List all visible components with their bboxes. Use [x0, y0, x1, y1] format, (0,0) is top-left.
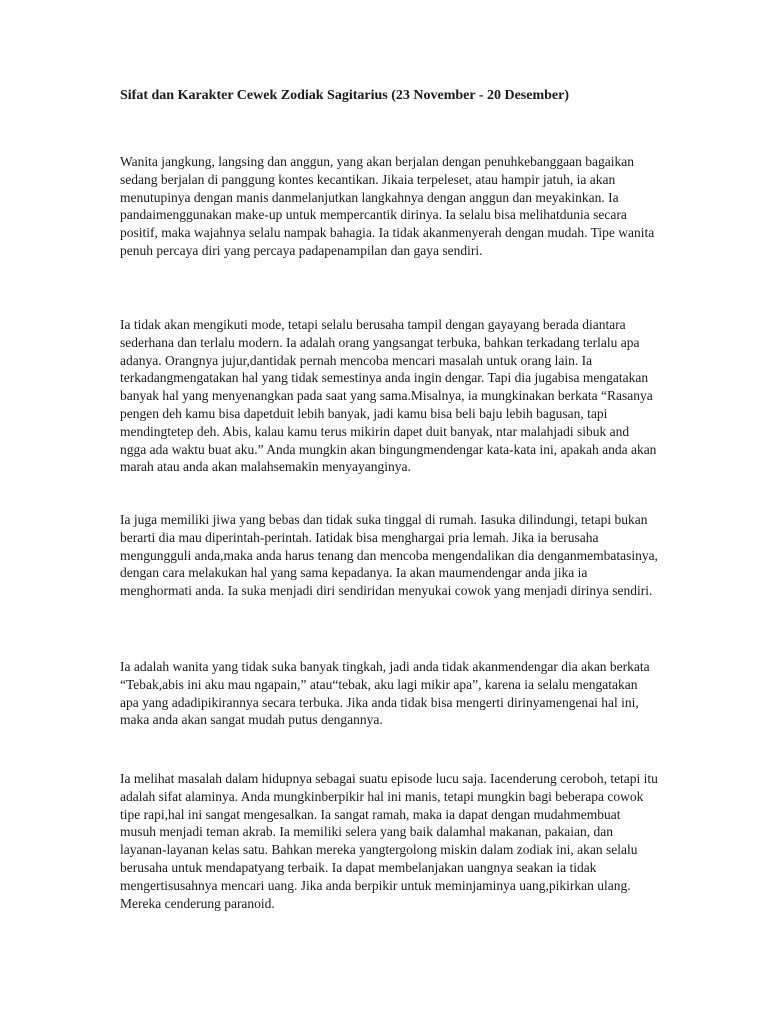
paragraph-4: Ia adalah wanita yang tidak suka banyak tingkah, jadi anda tidak akanmendengar dia akan berkata “Tebak,abis ini aku mau ngapain,” atau“tebak, aku lagi mikir apa”, karena ia selalu mengatakan apa yang adadipikirannya secara terbuka. Jika anda tidak bisa mengerti dirinyamengenai hal ini, maka anda akan sangat mudah putus dengannya.: [120, 659, 650, 728]
paragraph-3: Ia juga memiliki jiwa yang bebas dan tidak suka tinggal di rumah. Iasuka dilindungi, tetapi bukan berarti dia mau diperintah-perintah. Iatidak bisa menghargai pria lemah. Jika ia berusaha mengungguli anda,maka anda harus tenang dan mencoba mengendalikan dia denganmembatasinya, dengan cara melakukan hal yang sama kepadanya. Ia akan maumendengar anda jika ia menghormati anda. Ia suka menjadi diri sendiridan menyukai cowok yang menjadi dirinya sendiri.: [120, 512, 658, 599]
document-title: Sifat dan Karakter Cewek Zodiak Sagitarius (23 November - 20 Desember): [120, 88, 570, 103]
paragraph-5: Ia melihat masalah dalam hidupnya sebagai suatu episode lucu saja. Iacenderung ceroboh, tetapi itu adalah sifat alaminya. Anda mungkinberpikir hal ini manis, tetapi mungkin bagi beberapa cowok tipe rapi,hal ini sangat mengesalkan. Ia sangat ramah, maka ia dapat dengan mudahmembuat musuh menjadi teman akrab. Ia memiliki selera yang baik dalamhal makanan, pakaian, dan layanan-layanan kelas satu. Bahkan mereka yangtergolong miskin dalam zodiak ini, akan selalu berusaha untuk mendapatyang terbaik. Ia dapat membelanjakan uangnya seakan ia tidak mengertisusahnya mencari uang. Jika anda berpikir untuk meminjaminya uang,pikirkan ulang. Mereka cenderung paranoid.: [120, 771, 658, 911]
paragraph-2: Ia tidak akan mengikuti mode, tetapi selalu berusaha tampil dengan gayayang berada diantara sederhana dan terlalu modern. Ia adalah orang yangsangat terbuka, bahkan terkadang terlalu apa adanya. Orangnya jujur,dantidak pernah mencoba mencari masalah untuk orang lain. Ia terkadangmengatakan hal yang tidak semestinya anda ingin dengar. Tapi dia jugabisa mengatakan banyak hal yang menyenangkan pada saat yang sama.Misalnya, ia mungkinakan berkata “Rasanya pengen deh kamu bisa dapetduit lebih banyak, jadi kamu bisa beli baju lebih bagusan, tapi mendingtetep deh. Abis, kalau kamu terus mikirin dapet duit banyak, ntar malahjadi sibuk and ngga ada waktu buat aku.” Anda mungkin akan bingungmendengar kata-kata ini, apakah anda akan marah atau anda akan malahsemakin menyayanginya.: [120, 317, 657, 475]
paragraph-1: Wanita jangkung, langsing dan anggun, yang akan berjalan dengan penuhkebanggaan bagaikan sedang berjalan di panggung kontes kecantikan. Jikaia terpeleset, atau hampir jatuh, ia akan menutupinya dengan manis danmelanjutkan langkahnya dengan anggun dan meyakinkan. Ia pandaimenggunakan make-up untuk mempercantik dirinya. Ia selalu bisa melihatdunia secara positif, maka wajahnya selalu nampak bahagia. Ia tidak akanmenyerah dengan mudah. Tipe wanita penuh percaya diri yang percaya padapenampilan dan gaya sendiri.: [120, 154, 655, 258]
